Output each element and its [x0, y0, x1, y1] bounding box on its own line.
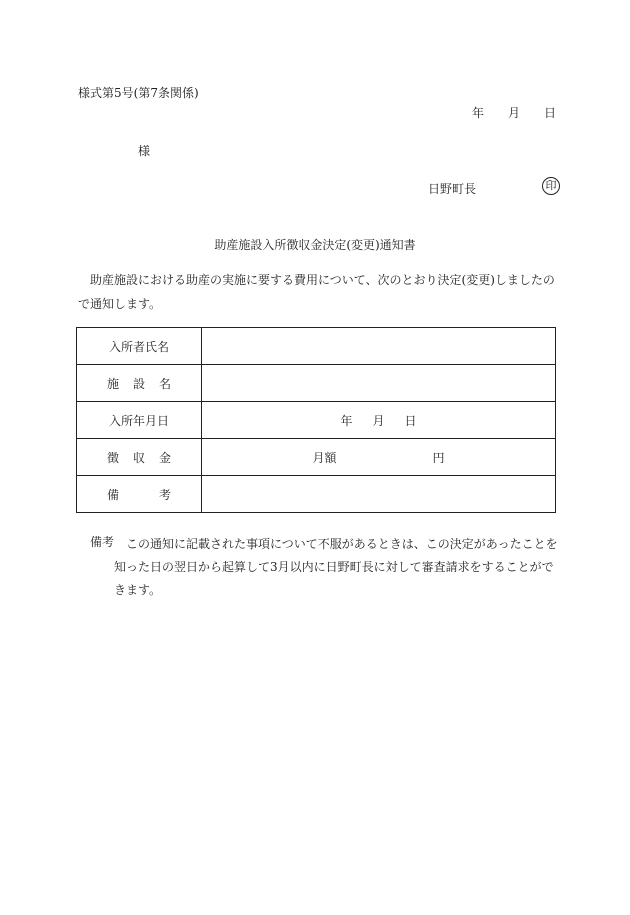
- remarks-line-1: この通知に記載された事項について不服があるときは、この決定があったことを: [126, 537, 558, 551]
- row-label-admission-date: 入所年月日: [77, 402, 202, 439]
- table-row: [77, 402, 556, 439]
- table-row: [77, 439, 556, 476]
- row-value-notes: [202, 476, 556, 513]
- document-title: 助産施設入所徴収金決定(変更)通知書: [214, 238, 416, 252]
- facility-name-label-text: 施設名: [106, 376, 185, 391]
- row-value-facility-name: [202, 365, 556, 402]
- row-label-facility-name: [77, 365, 202, 402]
- seal-mark: 印: [542, 177, 560, 195]
- monthly-amount-label: 月額: [312, 450, 337, 465]
- row-label-notes: [77, 476, 211, 513]
- date-year-label: 年: [472, 106, 485, 120]
- remarks-label: 備考: [90, 535, 115, 549]
- row-label-fee: [77, 439, 202, 476]
- row-label-resident-name: 入所者氏名: [77, 328, 202, 365]
- row-value-resident-name: [202, 328, 556, 365]
- table-row: [77, 328, 556, 365]
- body-paragraph: 助産施設における助産の実施に要する費用について、次のとおり決定(変更)しましたので通知します。: [78, 273, 555, 311]
- remarks-text: [114, 533, 562, 602]
- row-value-fee: [202, 439, 556, 476]
- admission-day-label: 日: [404, 413, 417, 428]
- date-day-label: 日: [544, 106, 557, 120]
- admission-year-label: 年: [340, 413, 353, 428]
- admission-month-label: 月: [372, 413, 385, 428]
- notice-table: [76, 327, 556, 513]
- addressee-suffix: 様: [138, 144, 151, 158]
- fee-label-text: 徴収金: [106, 450, 185, 465]
- yen-label: 円: [432, 450, 445, 465]
- notes-label-text: 備考: [106, 487, 211, 502]
- table-row: [77, 365, 556, 402]
- table-row: [77, 476, 556, 513]
- remarks-line-3: きます。: [114, 583, 162, 597]
- issue-date: [472, 104, 556, 121]
- remarks-line-2: 知った日の翌日から起算して3月以内に日野町長に対して審査請求をすることがで: [114, 560, 554, 574]
- form-number: 様式第5号(第7条関係): [78, 86, 199, 100]
- issuer-name: 日野町長: [428, 182, 477, 196]
- date-month-label: 月: [508, 106, 521, 120]
- row-value-admission-date: [202, 402, 556, 439]
